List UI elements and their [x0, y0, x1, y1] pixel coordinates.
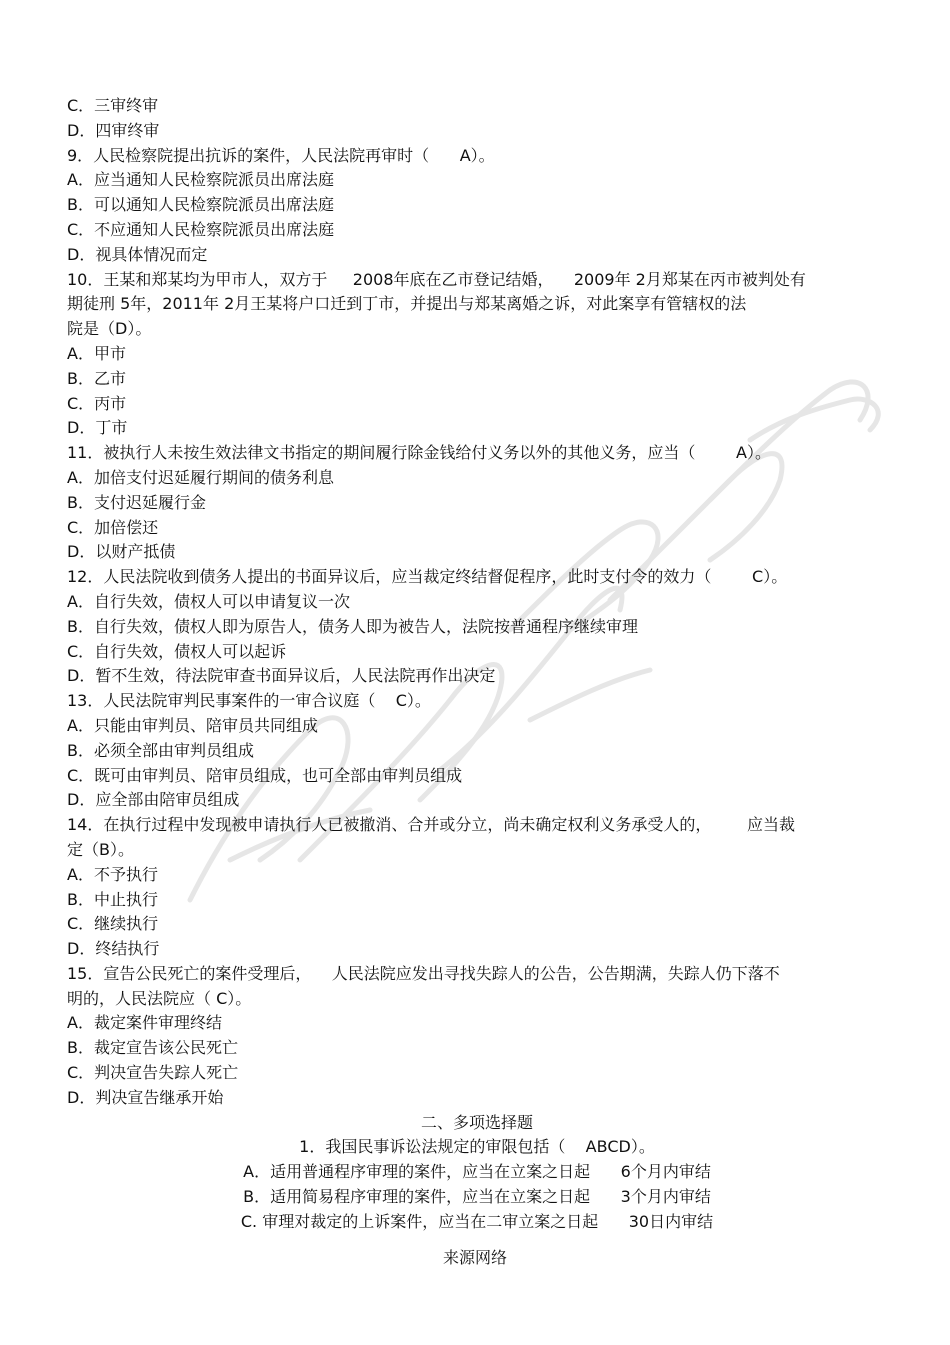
text-line: D．判决宣告继承开始: [67, 1087, 224, 1107]
text-line: C．丙市: [67, 393, 127, 413]
text-line: A．裁定案件审理终结: [67, 1013, 222, 1033]
text-line: D．视具体情况而定: [67, 244, 208, 264]
question-15: 15．宣告公民死亡的案件受理后， 人民法院应发出寻找失踪人的公告，公告期满，失踪人仍下落不: [67, 963, 780, 983]
text-line: D．丁市: [67, 418, 128, 438]
text-line: C．三审终审: [67, 96, 159, 115]
text-line: D．应全部由陪审员组成: [67, 790, 240, 810]
text-line: B．支付迟延履行金: [67, 492, 206, 512]
text-line: B．中止执行: [67, 889, 158, 909]
text-line: C．不应通知人民检察院派员出席法庭: [67, 219, 335, 239]
text-line: C．继续执行: [67, 914, 159, 934]
text-line: D．四审终审: [67, 120, 160, 140]
question-9: 9．人民检察院提出抗诉的案件，人民法院再审时（ A）。: [67, 145, 495, 165]
question-14: 14．在执行过程中发现被申请执行人已被撤消、合并或分立，尚未确定权利义务承受人的， 应当裁: [67, 815, 795, 835]
text-line: C．加倍偿还: [67, 517, 159, 537]
text-line: D．终结执行: [67, 939, 160, 959]
text-line: B．裁定宣告该公民死亡: [67, 1038, 238, 1058]
text-line: B．必须全部由审判员组成: [67, 740, 254, 760]
text-line: 期徒刑 5年，2011年 2月王某将户口迁到丁市，并提出与郑某离婚之诉，对此案享有管辖权的法: [67, 294, 747, 314]
text-line: B．乙市: [67, 368, 126, 388]
text-line: A．应当通知人民检察院派员出席法庭: [67, 170, 334, 190]
text-line: D．以财产抵债: [67, 542, 176, 562]
text-line: A．只能由审判员、陪审员共同组成: [67, 715, 318, 735]
section2-option: B．适用简易程序审理的案件，应当在立案之日起 3个月内审结: [243, 1187, 711, 1207]
question-11: 11．被执行人未按生效法律文书指定的期间履行除金钱给付义务以外的其他义务，应当（ A）。: [67, 443, 771, 463]
section-title: 二、多项选择题: [420, 1112, 533, 1132]
text-line: A．加倍支付迟延履行期间的债务利息: [67, 467, 334, 487]
text-line: A．自行失效，债权人可以申请复议一次: [67, 591, 350, 611]
text-line: 院是（D）。: [67, 319, 152, 339]
question-10: 10．王某和郑某均为甲市人，双方于 2008年底在乙市登记结婚， 2009年 2月郑某在丙市被判处有: [67, 269, 806, 289]
question-12: 12．人民法院收到债务人提出的书面异议后，应当裁定终结督促程序，此时支付令的效力（ C）。: [67, 567, 788, 587]
text-line: C．判决宣告失踪人死亡: [67, 1063, 239, 1083]
text-line: B．自行失效，债权人即为原告人，债务人即为被告人，法院按普通程序继续审理: [67, 616, 638, 636]
text-line: B．可以通知人民检察院派员出席法庭: [67, 195, 334, 215]
section2-question-1: 1．我国民事诉讼法规定的审限包括（ ABCD）。: [299, 1137, 655, 1157]
text-line: C．既可由审判员、陪审员组成，也可全部由审判员组成: [67, 765, 463, 785]
text-line: 明的，人民法院应（ C）。: [67, 988, 252, 1008]
question-13: 13．人民法院审判民事案件的一审合议庭（ C）。: [67, 691, 431, 711]
text-line: D．暂不生效，待法院审查书面异议后，人民法院再作出决定: [67, 666, 496, 686]
text-line: 定（B）。: [67, 839, 134, 859]
page-footer: 来源网络: [442, 1248, 507, 1267]
text-line: A．甲市: [67, 343, 126, 363]
text-line: C．自行失效，债权人可以起诉: [67, 641, 287, 661]
text-line: A．不予执行: [67, 864, 158, 884]
document-body: [67, 94, 887, 1235]
section2-option: A．适用普通程序审理的案件，应当在立案之日起 6个月内审结: [243, 1162, 711, 1182]
section2-option: C. 审理对裁定的上诉案件，应当在二审立案之日起 30日内审结: [240, 1211, 714, 1231]
